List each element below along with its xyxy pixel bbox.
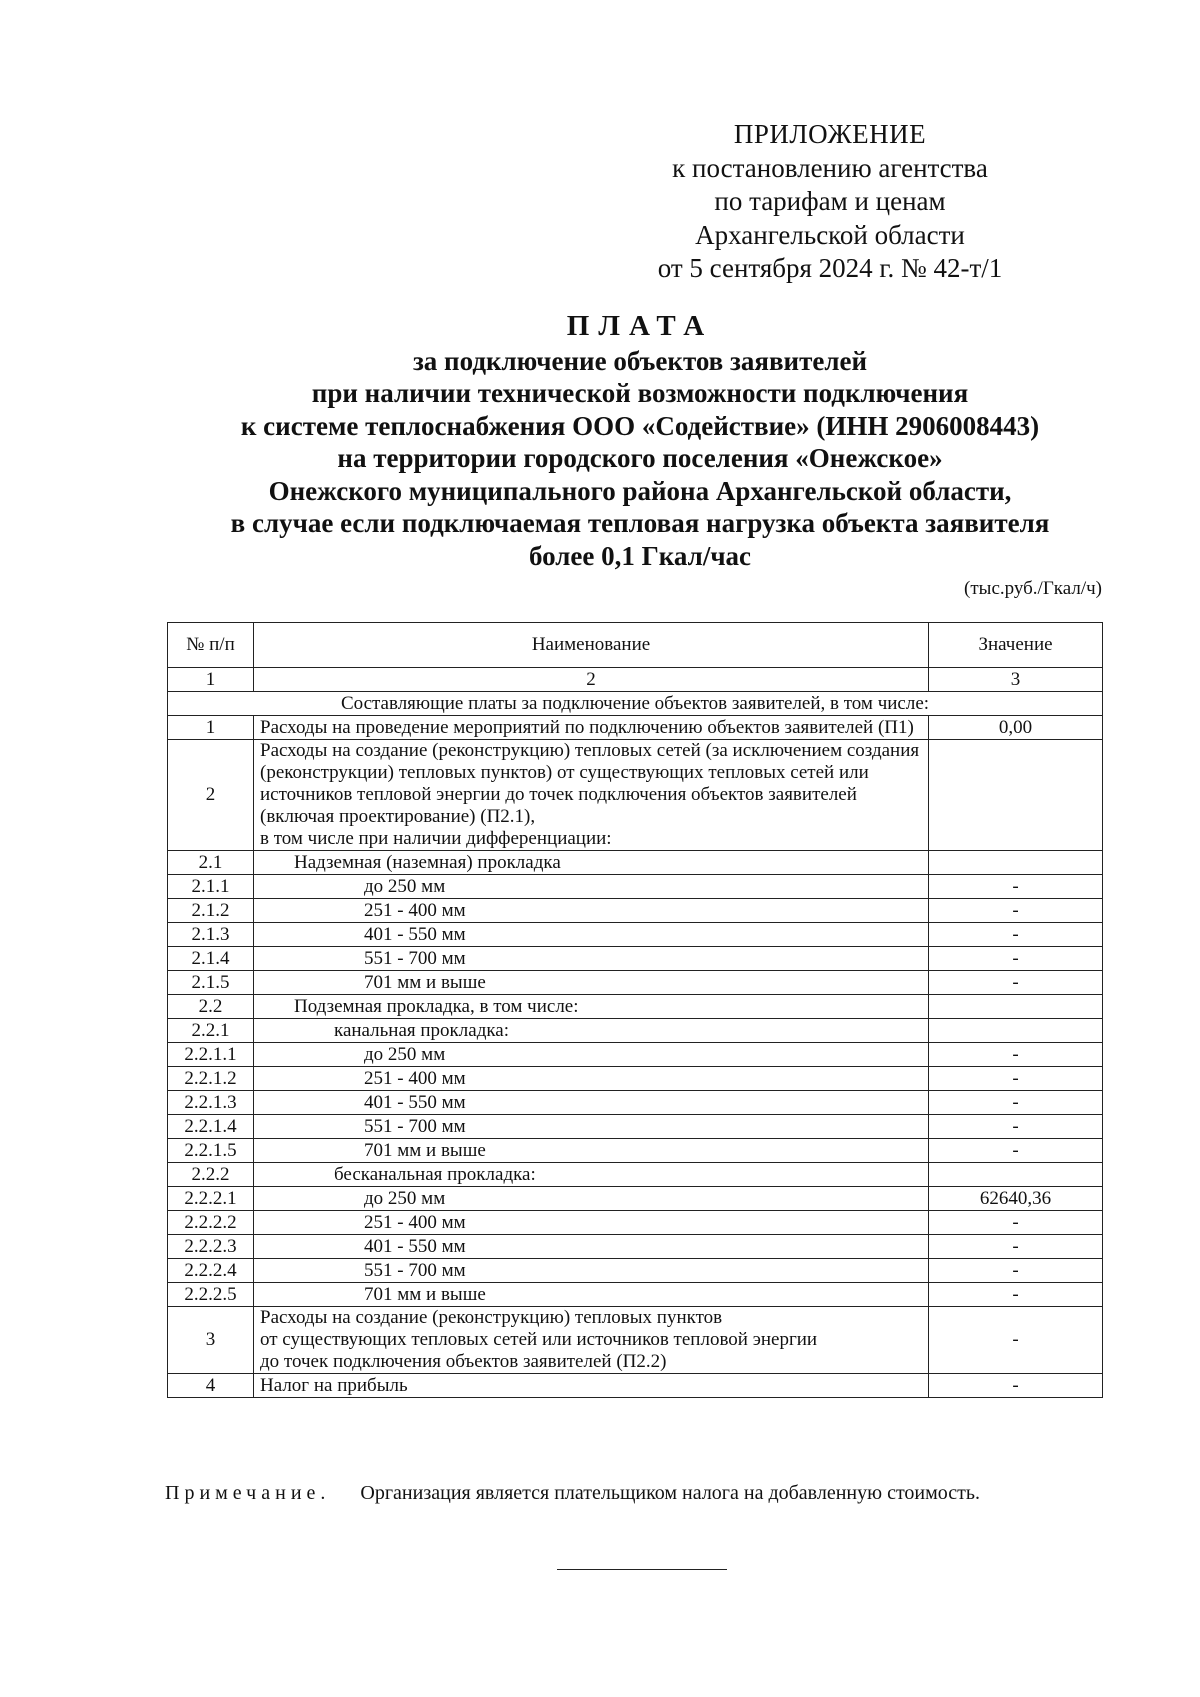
row-name-cont: в том числе при наличии дифференциации: <box>260 828 612 849</box>
appendix-block <box>620 118 1040 286</box>
row-num: 2.2.1.3 <box>168 1091 254 1115</box>
note-text: Организация является плательщиком налога на добавленную стоимость. <box>360 1482 981 1504</box>
row-num: 2.2.2.5 <box>168 1283 254 1307</box>
title-line: при наличии технической возможности подключения <box>311 378 969 408</box>
row-num: 2.2.2.2 <box>168 1211 254 1235</box>
row-name-cell <box>254 740 929 851</box>
table-row <box>168 923 1103 947</box>
row-value: - <box>929 1283 1103 1307</box>
row-name: Подземная прокладка, в том числе: <box>254 995 929 1019</box>
header-name: Наименование <box>254 623 929 668</box>
row-num: 2.2.1 <box>168 1019 254 1043</box>
row-num: 1 <box>168 716 254 740</box>
appendix-line-1: к постановлению агентства <box>672 152 988 183</box>
row-value <box>929 851 1103 875</box>
header-num: № п/п <box>168 623 254 668</box>
note <box>165 1482 980 1505</box>
row-num: 3 <box>168 1307 254 1374</box>
row-value: - <box>929 1139 1103 1163</box>
row-num: 2.1 <box>168 851 254 875</box>
table-row <box>168 1043 1103 1067</box>
title-line: Онежского муниципального района Архангельской области, <box>268 475 1012 506</box>
row-value: - <box>929 1374 1103 1398</box>
row-name: 701 мм и выше <box>254 1283 929 1307</box>
row-value: - <box>929 1091 1103 1115</box>
row-name: 701 мм и выше <box>254 971 929 995</box>
table-row <box>168 899 1103 923</box>
col-number: 2 <box>254 668 929 692</box>
row-num: 2 <box>168 740 254 851</box>
row-value: - <box>929 971 1103 995</box>
title-line: за подключение объектов заявителей <box>412 345 868 376</box>
table-row <box>168 1091 1103 1115</box>
row-value: - <box>929 1115 1103 1139</box>
row-value: - <box>929 947 1103 971</box>
row-name: Налог на прибыль <box>254 1374 929 1398</box>
table-row <box>168 1163 1103 1187</box>
row-name: до 250 мм <box>254 875 929 899</box>
section-title: Составляющие платы за подключение объектов заявителей, в том числе: <box>168 692 1103 716</box>
row-num: 2.1.1 <box>168 875 254 899</box>
table-header-row <box>168 623 1103 668</box>
appendix-line-4: от 5 сентября 2024 г. № 42-т/1 <box>657 253 1003 284</box>
table-row <box>168 1115 1103 1139</box>
row-value: - <box>929 875 1103 899</box>
tariff-table <box>167 622 1103 1398</box>
table-row <box>168 740 1103 851</box>
table-row <box>168 1259 1103 1283</box>
table-row <box>168 1374 1103 1398</box>
row-value: - <box>929 1043 1103 1067</box>
title-line: к системе теплоснабжения ООО «Содействие» (ИНН 2906008443) <box>240 410 1040 441</box>
appendix-title: ПРИЛОЖЕНИЕ <box>733 119 927 149</box>
row-num: 2.2.1.4 <box>168 1115 254 1139</box>
row-num: 2.2.1.2 <box>168 1067 254 1091</box>
document-title <box>100 310 1180 572</box>
row-value: 0,00 <box>929 716 1103 740</box>
row-value: - <box>929 1259 1103 1283</box>
row-value: 62640,36 <box>929 1187 1103 1211</box>
row-value: - <box>929 1067 1103 1091</box>
row-value: - <box>929 899 1103 923</box>
row-value: - <box>929 1307 1103 1374</box>
row-name: 551 - 700 мм <box>254 947 929 971</box>
row-name: Расходы на проведение мероприятий по подключению объектов заявителей (П1) <box>254 716 929 740</box>
title-line: более 0,1 Гкал/час <box>528 540 752 571</box>
col-number: 3 <box>929 668 1103 692</box>
table-row <box>168 1235 1103 1259</box>
title-main: ПЛАТА <box>566 310 714 342</box>
row-num: 2.1.3 <box>168 923 254 947</box>
row-name: 251 - 400 мм <box>254 1211 929 1235</box>
row-name-cont: до точек подключения объектов заявителей (П2.2) <box>260 1351 667 1372</box>
row-value: - <box>929 1235 1103 1259</box>
section-row <box>168 692 1103 716</box>
row-name: 401 - 550 мм <box>254 1235 929 1259</box>
row-name: Расходы на создание (реконструкцию) тепловых пунктов <box>260 1307 723 1328</box>
row-num: 4 <box>168 1374 254 1398</box>
row-name: 251 - 400 мм <box>254 1067 929 1091</box>
row-num: 2.2.1.5 <box>168 1139 254 1163</box>
row-name: Надземная (наземная) прокладка <box>254 851 929 875</box>
row-name: 551 - 700 мм <box>254 1115 929 1139</box>
row-value <box>929 995 1103 1019</box>
row-name: до 250 мм <box>254 1043 929 1067</box>
row-num: 2.1.4 <box>168 947 254 971</box>
table-row <box>168 1019 1103 1043</box>
row-name: канальная прокладка: <box>254 1019 929 1043</box>
row-name-cell <box>254 1307 929 1374</box>
table-row <box>168 971 1103 995</box>
table-row <box>168 1211 1103 1235</box>
table-row <box>168 1307 1103 1374</box>
col-number: 1 <box>168 668 254 692</box>
appendix-line-2: по тарифам и ценам <box>714 186 946 217</box>
table-row <box>168 1187 1103 1211</box>
note-label: Примечание. <box>165 1482 331 1504</box>
title-line: в случае если подключаемая тепловая нагрузка объекта заявителя <box>230 508 1050 538</box>
title-line: на территории городского поселения «Онежское» <box>337 443 943 473</box>
column-numbers-row <box>168 668 1103 692</box>
table-row <box>168 1139 1103 1163</box>
closing-divider <box>557 1569 727 1570</box>
table-row <box>168 947 1103 971</box>
row-num: 2.2.2.1 <box>168 1187 254 1211</box>
row-value <box>929 740 1103 851</box>
row-name: 701 мм и выше <box>254 1139 929 1163</box>
table-row <box>168 875 1103 899</box>
row-num: 2.2.2.3 <box>168 1235 254 1259</box>
row-num: 2.1.2 <box>168 899 254 923</box>
header-value: Значение <box>929 623 1103 668</box>
table-row <box>168 716 1103 740</box>
table-row <box>168 995 1103 1019</box>
appendix-line-3: Архангельской области <box>695 219 965 250</box>
row-name: 251 - 400 мм <box>254 899 929 923</box>
row-name: бесканальная прокладка: <box>254 1163 929 1187</box>
row-num: 2.2 <box>168 995 254 1019</box>
row-num: 2.2.1.1 <box>168 1043 254 1067</box>
row-num: 2.1.5 <box>168 971 254 995</box>
row-value <box>929 1163 1103 1187</box>
row-value: - <box>929 923 1103 947</box>
table-row <box>168 1283 1103 1307</box>
row-name-cont: от существующих тепловых сетей или источников тепловой энергии <box>260 1329 818 1350</box>
row-value <box>929 1019 1103 1043</box>
row-name: до 250 мм <box>254 1187 929 1211</box>
table-row <box>168 1067 1103 1091</box>
row-num: 2.2.2.4 <box>168 1259 254 1283</box>
row-name: Расходы на создание (реконструкцию) тепловых сетей (за исключением создания (реконструкции) тепловых пунктов) от существующих тепловых сетей или источников тепловой энергии до точек подключения объектов заявителей (включая проектирование) (П2.1), <box>260 740 920 827</box>
row-value: - <box>929 1211 1103 1235</box>
table-row <box>168 851 1103 875</box>
row-name: 401 - 550 мм <box>254 1091 929 1115</box>
row-num: 2.2.2 <box>168 1163 254 1187</box>
units-label: (тыс.руб./Гкал/ч) <box>964 578 1102 599</box>
row-name: 551 - 700 мм <box>254 1259 929 1283</box>
row-name: 401 - 550 мм <box>254 923 929 947</box>
